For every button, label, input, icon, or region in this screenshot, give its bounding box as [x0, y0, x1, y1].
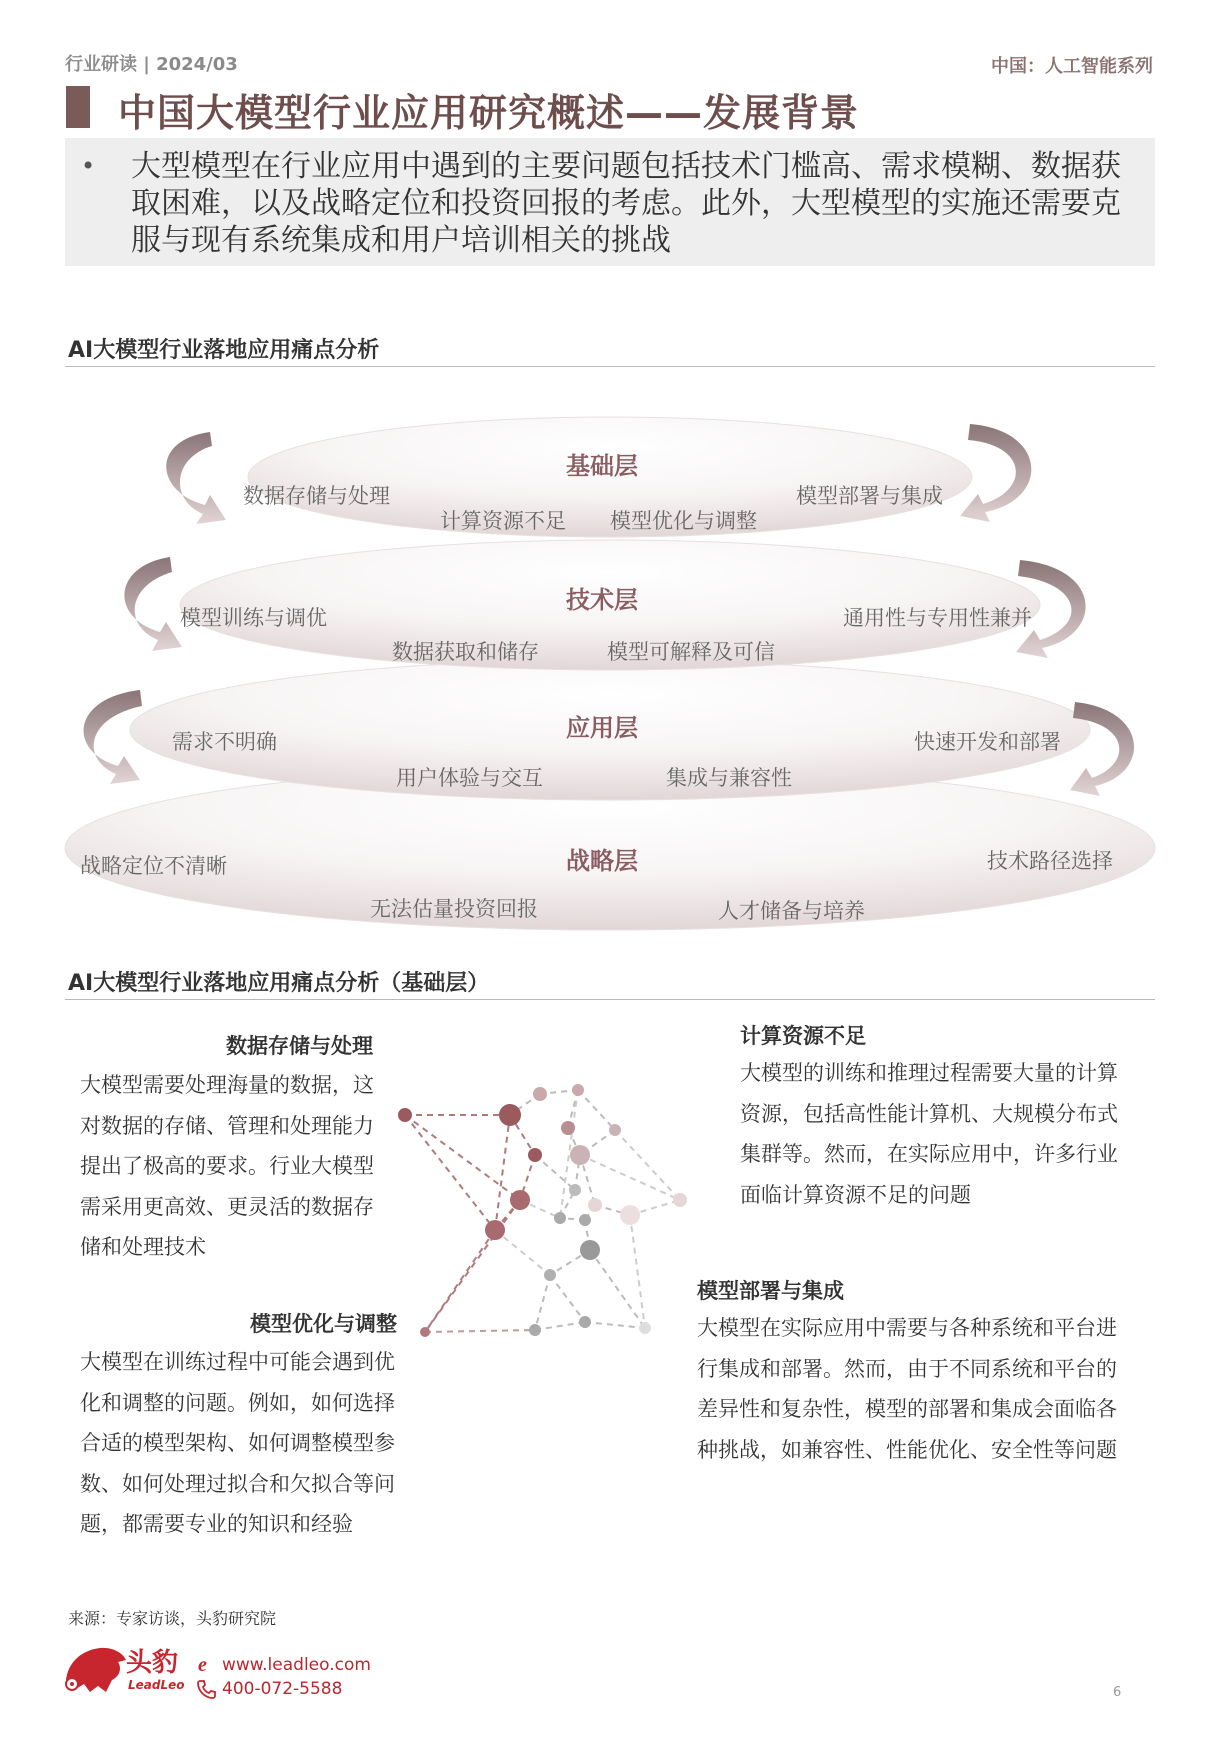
cycle-arrow-left-icon — [166, 432, 226, 524]
network-node — [579, 1316, 591, 1328]
cycle-arrow-left-icon — [124, 557, 182, 651]
network-node — [528, 1148, 542, 1162]
layer-item: 无法估量投资回报 — [370, 897, 538, 921]
layer-item: 快速开发和部署 — [914, 730, 1061, 754]
layer-item: 模型优化与调整 — [610, 509, 757, 533]
svg-text:e: e — [198, 1654, 207, 1674]
layer-item: 技术路径选择 — [987, 849, 1113, 873]
block-text-compute: 大模型的训练和推理过程需要大量的计算资源，包括高性能计算机、大规模分布式集群等。然而，在实际应用中，许多行业面临计算资源不足的问题 — [740, 1061, 1118, 1207]
network-node — [569, 1184, 581, 1196]
layer-name-tech: 技术层 — [566, 586, 638, 614]
layer-item: 数据存储与处理 — [243, 484, 390, 508]
network-node — [529, 1324, 541, 1336]
layer-item: 模型可解释及可信 — [607, 640, 775, 664]
section2-divider — [65, 999, 1155, 1000]
network-node — [398, 1108, 412, 1122]
layer-item: 战略定位不清晰 — [80, 854, 227, 878]
section1-title: AI大模型行业落地应用痛点分析 — [68, 338, 380, 363]
block-title-deployment: 模型部署与集成 — [697, 1279, 844, 1303]
layer-name-strategy: 战略层 — [566, 847, 638, 875]
layer-item: 计算资源不足 — [440, 509, 566, 533]
website-link[interactable]: www.leadleo.com — [222, 1655, 371, 1675]
layer-item: 人才储备与培养 — [718, 899, 865, 923]
page-number: 6 — [1113, 1685, 1122, 1700]
layer-item: 集成与兼容性 — [666, 766, 792, 790]
title-accent-bar — [66, 86, 90, 128]
block-text-optimization: 大模型在训练过程中可能会遇到优化和调整的问题。例如，如何选择合适的模型架构、如何调整模型参数、如何处理过拟合和欠拟合等问题，都需要专业的知识和经验 — [80, 1350, 395, 1536]
layer-item: 数据获取和储存 — [392, 640, 539, 664]
network-node — [579, 1214, 591, 1226]
header-left: 行业研读 | 2024/03 — [65, 54, 238, 75]
network-node — [544, 1269, 556, 1281]
network-node — [639, 1322, 651, 1334]
network-node — [510, 1190, 530, 1210]
block-title-optimization: 模型优化与调整 — [250, 1312, 397, 1336]
layer-item: 模型训练与调优 — [180, 606, 327, 630]
layer-item: 通用性与专用性兼并 — [843, 606, 1032, 630]
block-title-data-storage: 数据存储与处理 — [226, 1034, 373, 1058]
network-node — [420, 1327, 430, 1337]
network-node — [609, 1124, 621, 1136]
cycle-arrow-right-icon — [1070, 702, 1134, 796]
page-title: 中国大模型行业应用研究概述——发展背景 — [118, 91, 860, 135]
web-icon — [196, 1654, 216, 1678]
logo-en: LeadLeo — [128, 1678, 185, 1692]
network-node — [673, 1193, 687, 1207]
network-node — [588, 1198, 602, 1212]
layer-item: 模型部署与集成 — [796, 484, 943, 508]
network-node — [485, 1220, 505, 1240]
block-title-compute: 计算资源不足 — [740, 1024, 866, 1048]
network-illustration — [380, 1060, 750, 1360]
summary-text: 大型模型在行业应用中遇到的主要问题包括技术门槛高、需求模糊、数据获取困难，以及战略定位和投资回报的考虑。此外，大型模型的实施还需要克服与现有系统集成和用户培训相关的挑战 — [131, 149, 1121, 258]
layer-name-application: 应用层 — [566, 714, 638, 742]
network-node — [570, 1145, 590, 1165]
header-right: 中国：人工智能系列 — [991, 56, 1153, 77]
phone-number[interactable]: 400-072-5588 — [222, 1679, 343, 1699]
network-node — [580, 1240, 600, 1260]
block-text-data-storage: 大模型需要处理海量的数据，这对数据的存储、管理和处理能力提出了极高的要求。行业大模型需采用更高效、更灵活的数据存储和处理技术 — [80, 1073, 374, 1259]
phone-icon — [196, 1679, 216, 1703]
leopard-icon — [60, 1640, 130, 1696]
network-node — [572, 1084, 584, 1096]
bullet-dot: • — [81, 152, 96, 180]
network-node — [561, 1121, 575, 1135]
source-note: 来源：专家访谈，头豹研究院 — [68, 1609, 277, 1628]
summary-box — [65, 138, 1155, 266]
network-node — [499, 1104, 521, 1126]
layer-item: 需求不明确 — [172, 730, 277, 754]
section1-divider — [65, 366, 1155, 367]
network-node — [533, 1087, 547, 1101]
network-node — [620, 1205, 640, 1225]
section2-title: AI大模型行业落地应用痛点分析（基础层） — [68, 971, 490, 996]
layer-name-base: 基础层 — [566, 452, 638, 480]
block-text-deployment: 大模型在实际应用中需要与各种系统和平台进行集成和部署。然而，由于不同系统和平台的差异性和复杂性，模型的部署和集成会面临各种挑战，如兼容性、性能优化、安全性等问题 — [697, 1316, 1117, 1462]
logo-cn: 头豹 — [126, 1648, 179, 1678]
network-node — [554, 1212, 566, 1224]
layer-item: 用户体验与交互 — [396, 766, 543, 790]
